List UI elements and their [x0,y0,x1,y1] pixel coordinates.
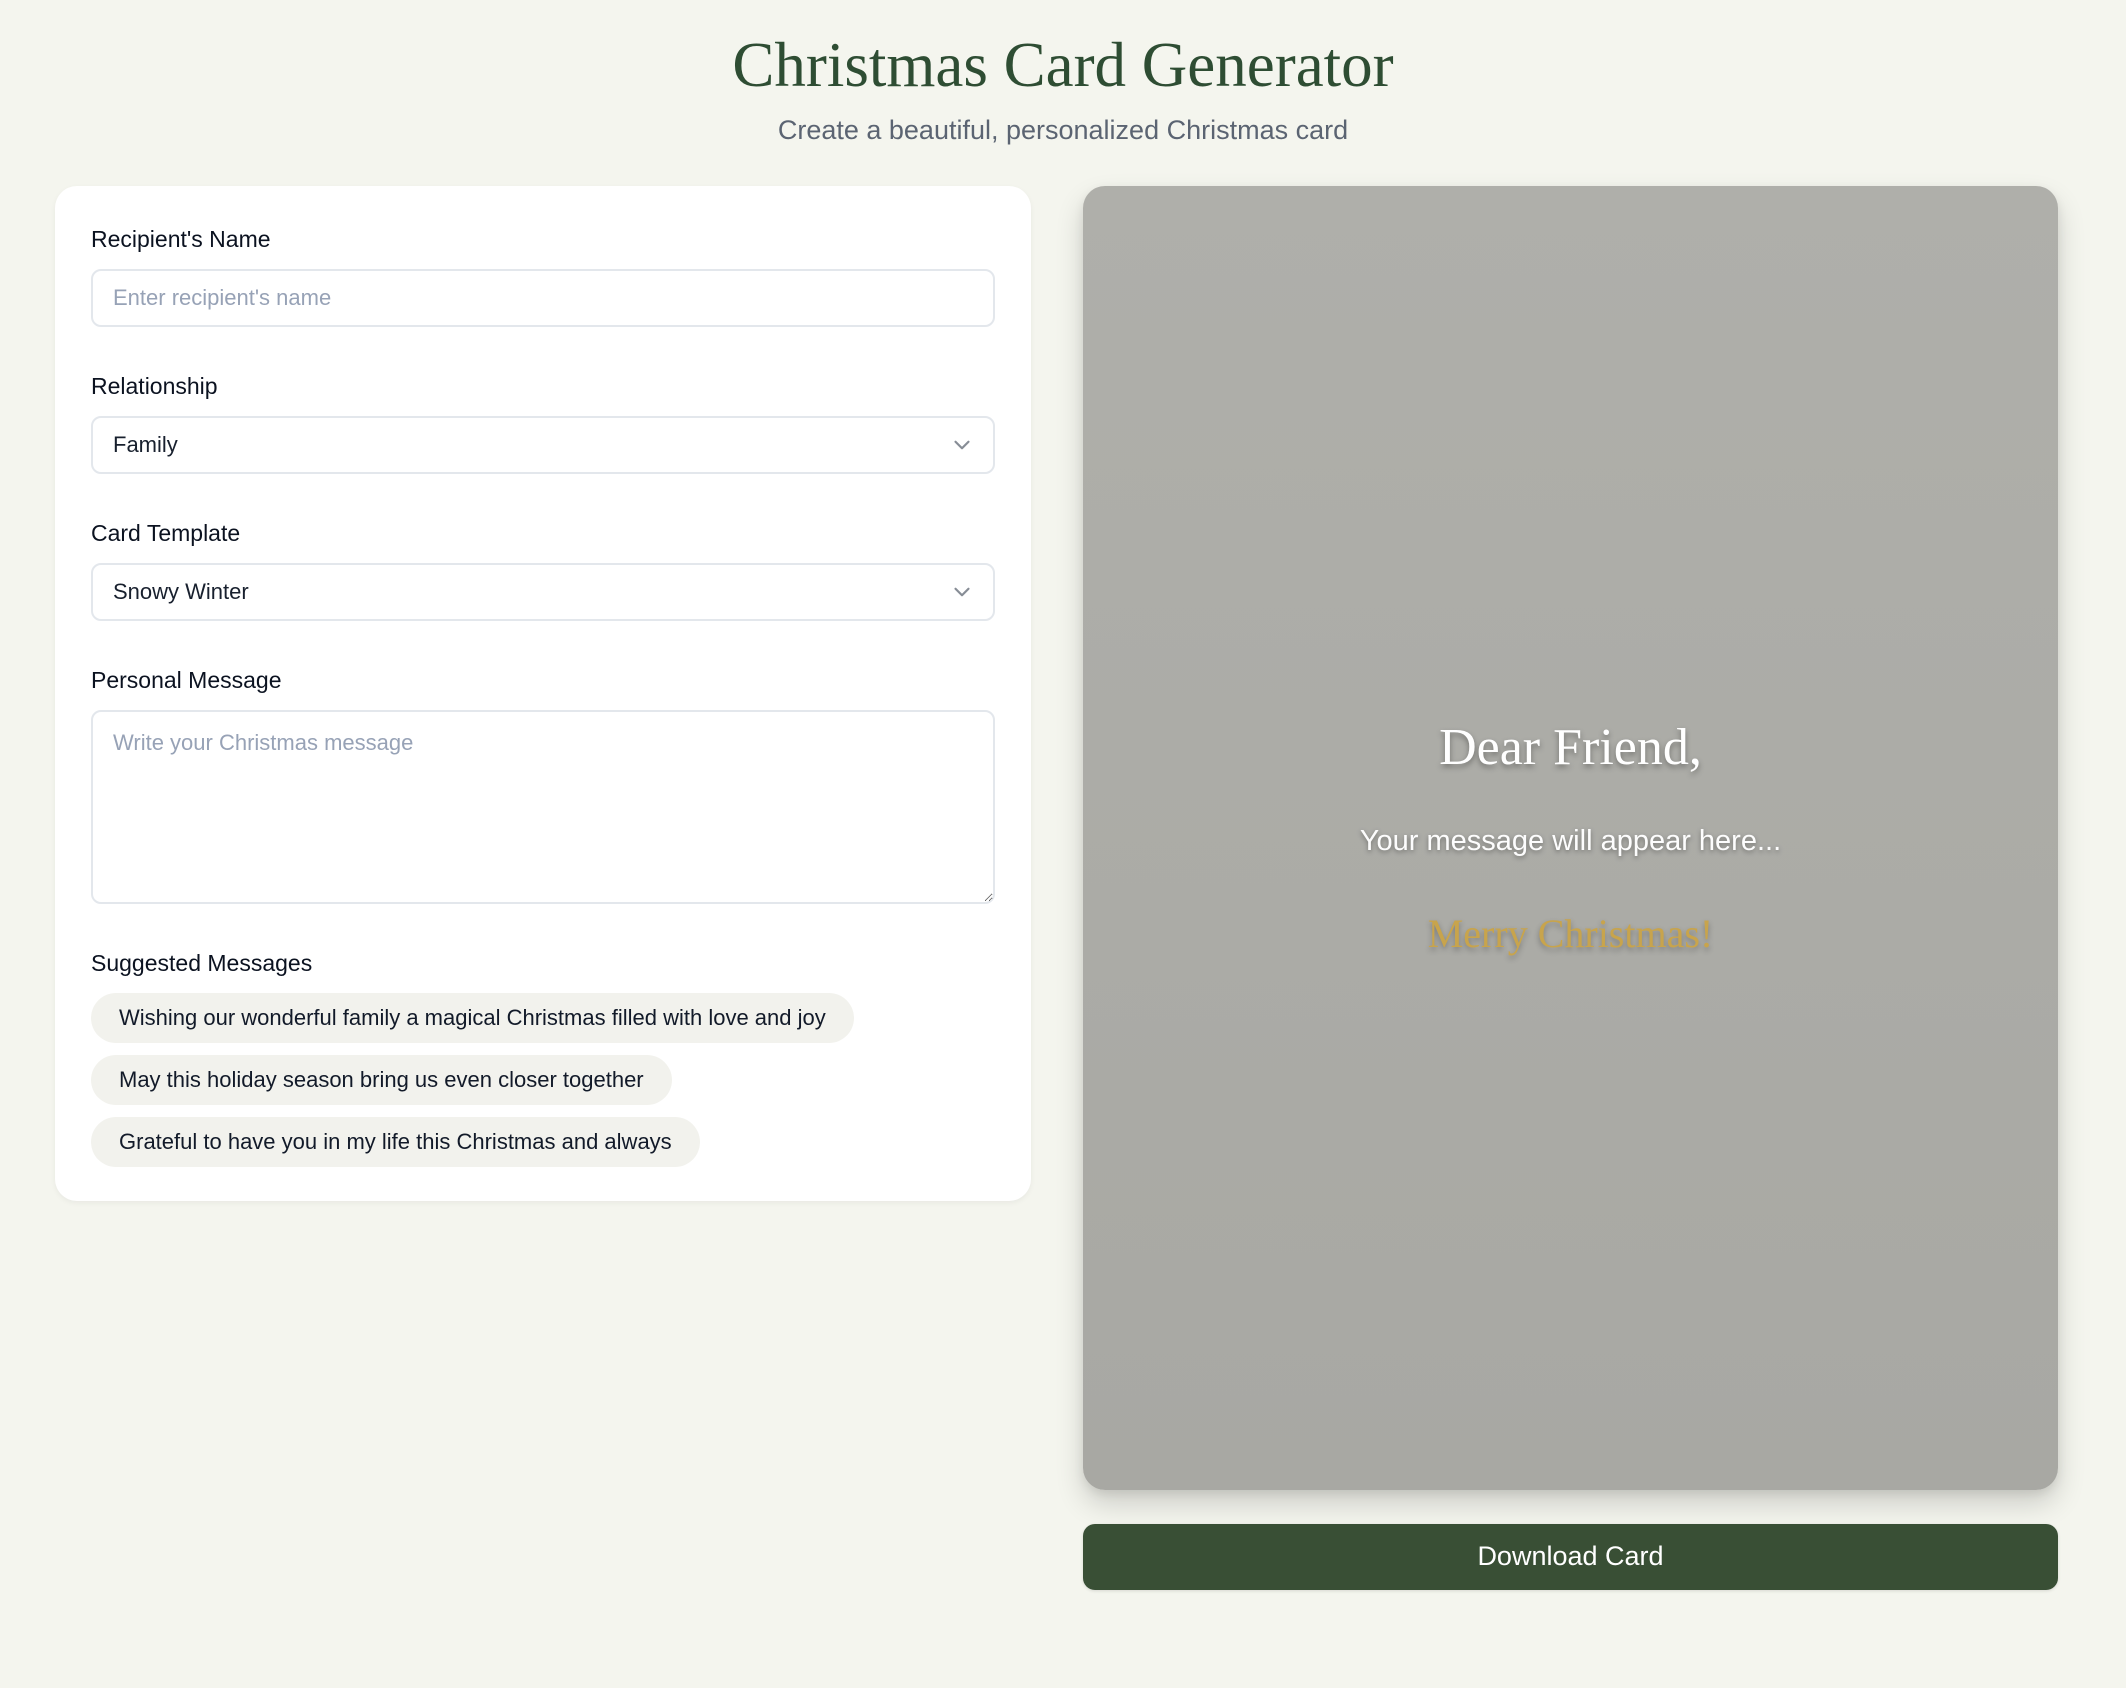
card-closing-text: Merry Christmas! [1427,911,1714,957]
suggested-messages-group [91,950,995,1168]
page-subtitle: Create a beautiful, personalized Christmas card [777,114,1349,145]
personal-message-label: Personal Message [91,666,282,693]
card-template-field-group [91,520,995,621]
download-card-button[interactable]: Download Card [1083,1524,2058,1590]
suggested-message-button[interactable]: Grateful to have you in my life this Christmas and always [91,1117,700,1167]
suggested-message-button[interactable]: May this holiday season bring us even closer together [91,1055,672,1105]
card-message-text: Your message will appear here... [1359,825,1782,858]
relationship-label: Relationship [91,372,218,399]
page-title: Christmas Card Generator [732,30,1394,100]
card-greeting-text: Dear Friend, [1439,719,1702,777]
personal-message-textarea[interactable] [91,710,995,904]
recipient-name-label: Recipient's Name [91,225,271,252]
relationship-select[interactable] [91,416,995,474]
card-template-select-wrap [91,563,995,621]
suggested-message-button[interactable]: Wishing our wonderful family a magical Christmas filled with love and joy [91,993,854,1043]
page-header [0,0,2126,146]
recipient-name-input[interactable] [91,269,995,327]
main-content [0,186,2126,1590]
relationship-select-wrap [91,416,995,474]
card-template-select[interactable] [91,563,995,621]
preview-column [1083,186,2058,1590]
card-preview [1083,186,2058,1490]
card-form-panel [55,186,1031,1202]
recipient-field-group [91,226,995,327]
personal-message-field-group [91,667,995,904]
relationship-field-group [91,373,995,474]
card-template-label: Card Template [91,519,241,546]
suggested-messages-label: Suggested Messages [91,949,313,976]
